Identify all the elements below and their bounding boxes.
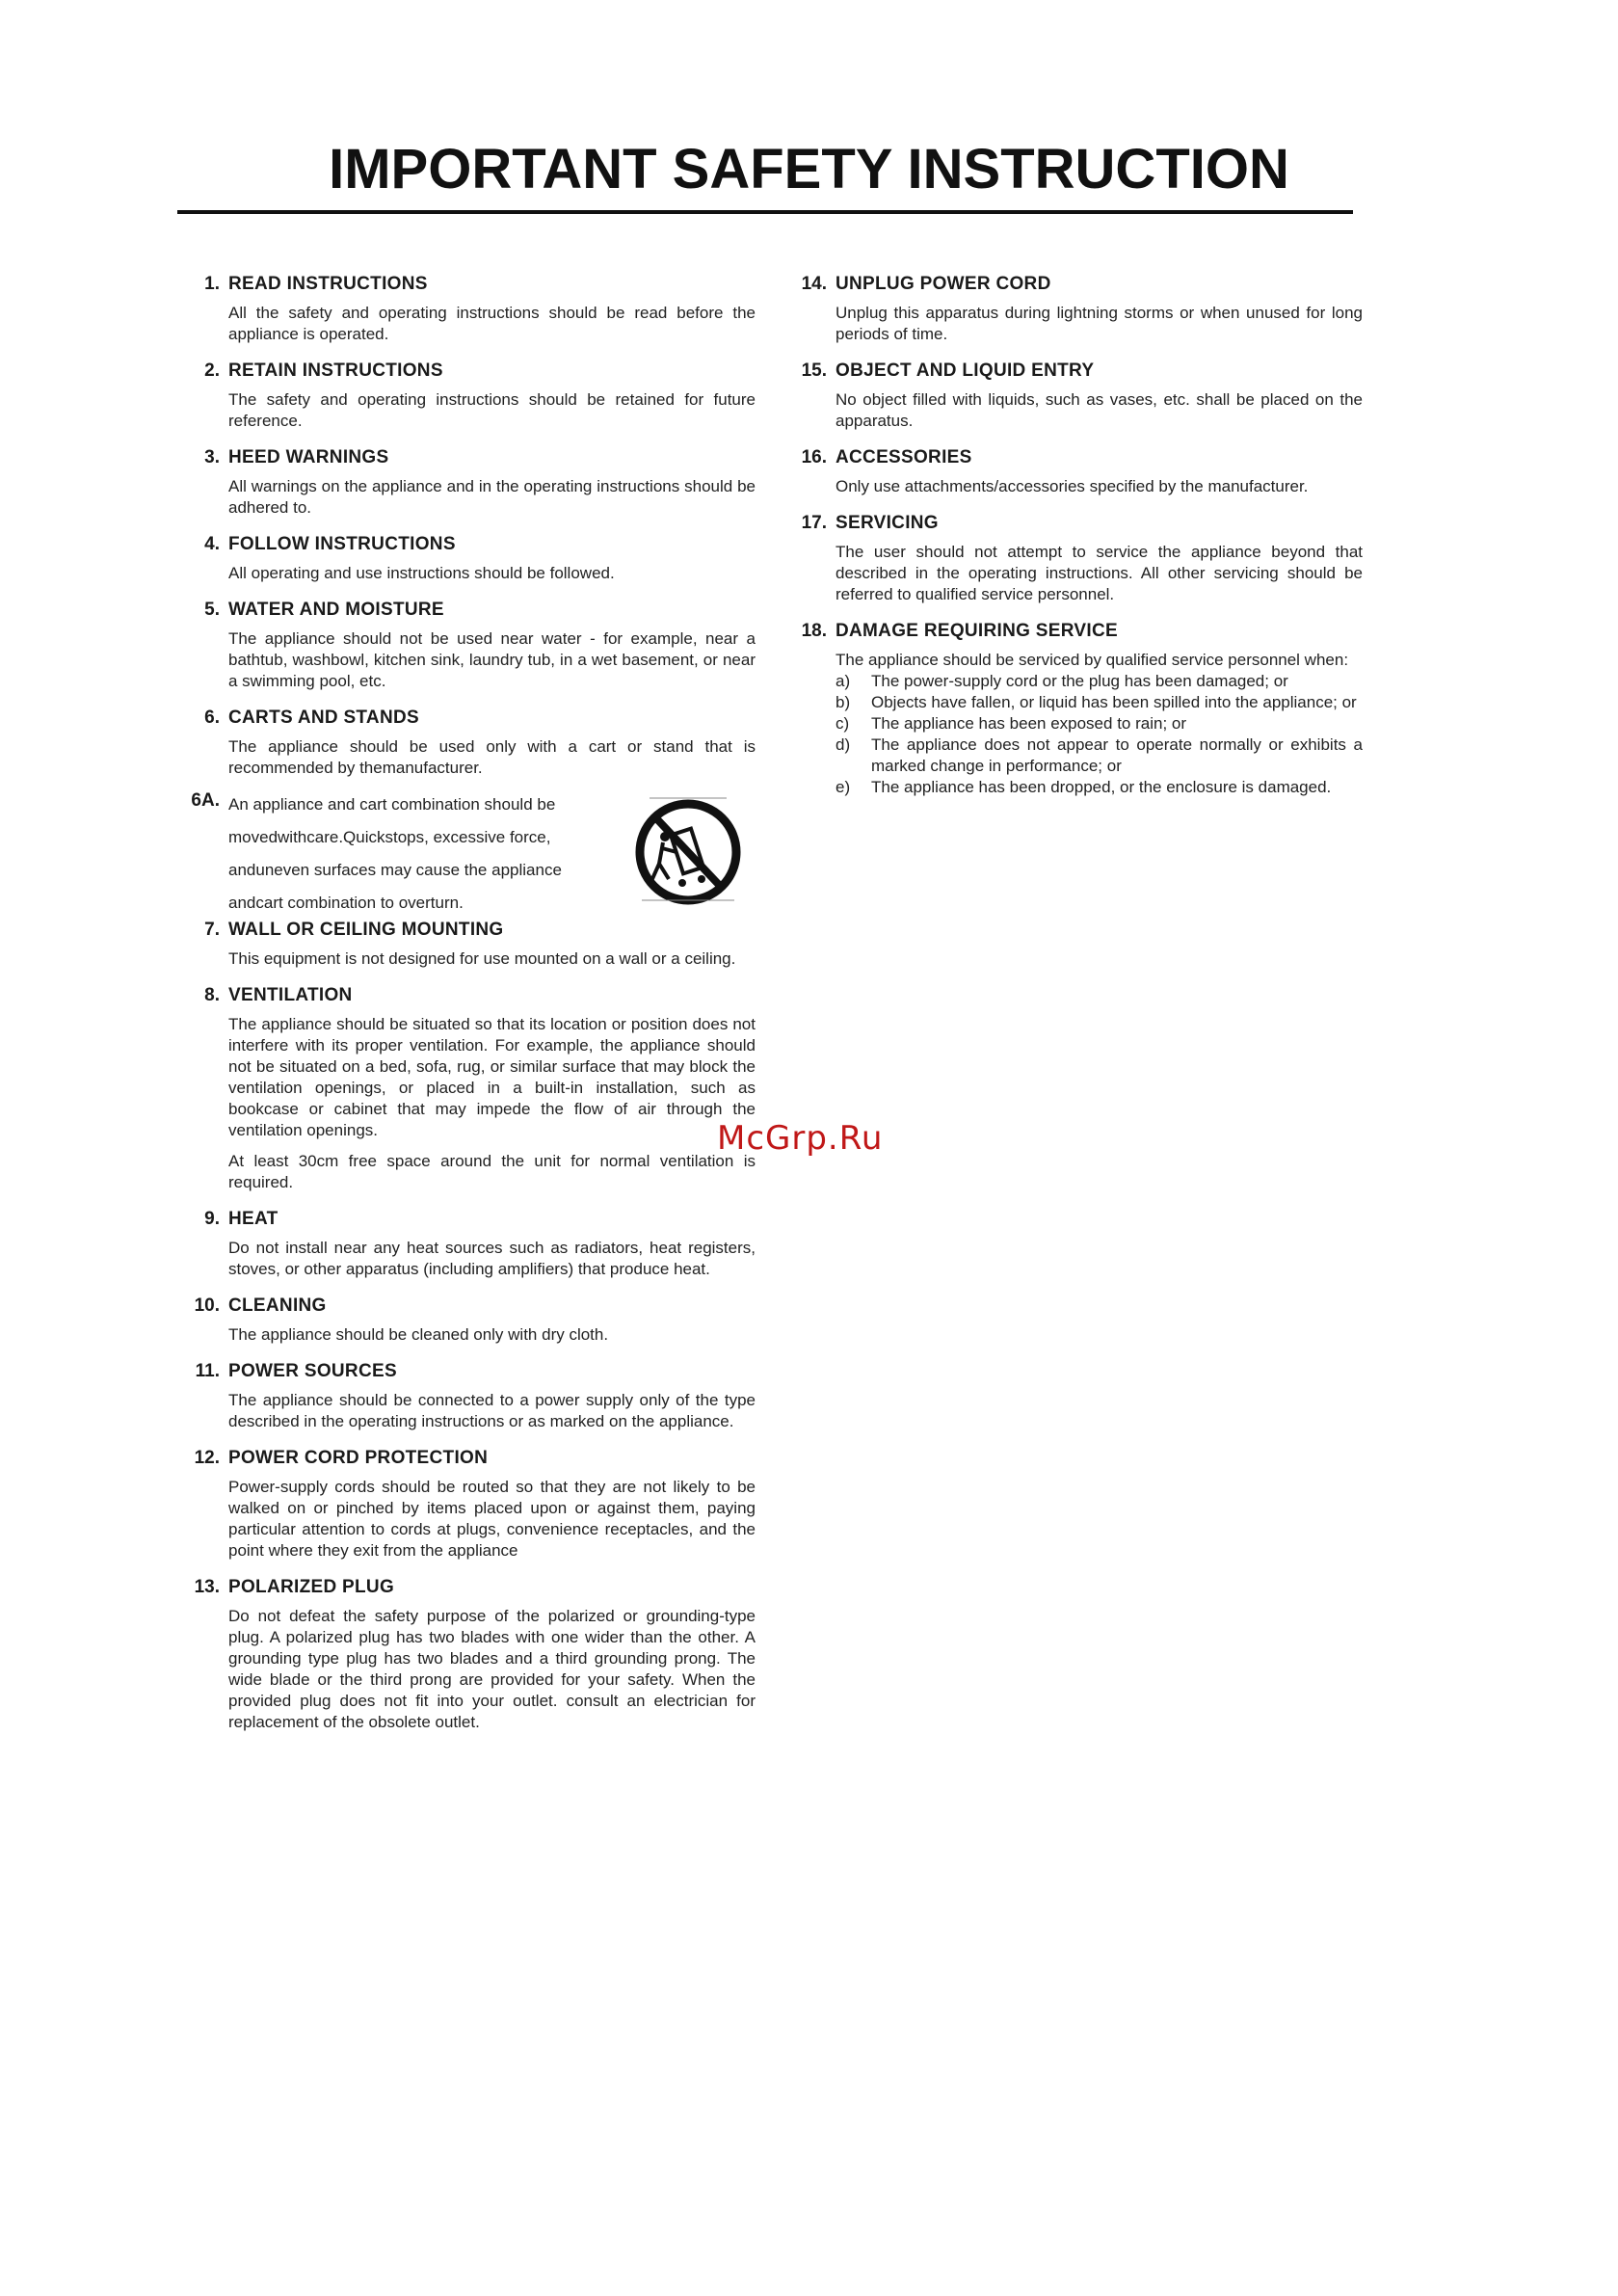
list-item [836,671,1363,692]
item-heading: POWER SOURCES [228,1361,397,1381]
item-number: 11. [195,1361,220,1381]
item-number: 16. [801,447,827,467]
body-line: andcart combination to overturn. [228,894,464,912]
list-letter: b) [836,693,851,711]
list-item [836,734,1363,777]
instruction-1 [185,272,756,345]
item-heading: UNPLUG POWER CORD [836,274,1051,294]
item-heading: POWER CORD PROTECTION [228,1448,489,1468]
item-heading: DAMAGE REQUIRING SERVICE [836,621,1118,641]
item-number: 12. [194,1448,220,1468]
list-text: The appliance has been dropped, or the enclosure is damaged. [871,778,1332,796]
item-number: 9. [204,1209,220,1229]
item-heading: FOLLOW INSTRUCTIONS [228,534,456,554]
instruction-18 [792,619,1363,798]
watermark: McGrp.Ru [717,1119,884,1158]
item-number: 3. [204,447,220,467]
item-body: Unplug this apparatus during lightning storms or when unused for long periods of time. [836,304,1363,343]
list-text: The appliance has been exposed to rain; or [871,714,1187,733]
item-heading: WALL OR CEILING MOUNTING [228,920,504,940]
item-number: 18. [801,621,827,641]
instruction-9 [185,1207,756,1280]
instruction-11 [185,1359,756,1432]
item-body [228,788,614,920]
list-letter: a) [836,672,851,690]
item-body: This equipment is not designed for use mounted on a wall or a ceiling. [228,949,736,968]
item-number: 2. [204,360,220,381]
list-letter: c) [836,714,850,733]
list-text: Objects have fallen, or liquid has been spilled into the appliance; or [871,693,1357,711]
instruction-17 [792,511,1363,605]
item-body: The appliance should be cleaned only with dry cloth. [228,1325,609,1344]
item-number: 4. [204,534,220,554]
item-heading: SERVICING [836,513,939,533]
body-line: anduneven surfaces may cause the appliance [228,861,562,879]
item-heading: WATER AND MOISTURE [228,600,444,620]
title-rule [177,210,1353,214]
instruction-16 [792,445,1363,497]
item-body: The appliance should be serviced by qualified service personnel when: [836,651,1349,669]
item-body: All the safety and operating instructions should be read before the appliance is operated. [228,304,756,343]
item-heading: POLARIZED PLUG [228,1577,395,1597]
item-body: The appliance should be situated so that its location or position does not interfere with its proper ventilation. For example, the appliance should not be situated on a bed, sofa, rug, or similar surface that may block the ventilation openings, or placed in a built-in installation, such as bookcase or cabinet that may impede the flow of air through the ventilation openings. [228,1015,756,1139]
instruction-5 [185,598,756,692]
item-body: Do not install near any heat sources such as radiators, heat registers, stoves, or other apparatus (including amplifiers) that produce heat. [228,1239,756,1278]
instruction-6a [185,788,756,912]
instruction-3 [185,445,756,519]
list-letter: e) [836,778,851,796]
item-number: 14. [801,274,827,294]
item-heading: OBJECT AND LIQUID ENTRY [836,360,1095,381]
item-number: 6A. [191,790,220,811]
item-body: The user should not attempt to service the appliance beyond that described in the operating instructions. All other servicing should be referred to qualified service personnel. [836,543,1363,603]
cart-tip-over-warning-icon [630,792,746,908]
item-body-secondary: At least 30cm free space around the unit for normal ventilation is required. [228,1152,756,1191]
item-heading: CARTS AND STANDS [228,707,419,728]
item-heading: HEED WARNINGS [228,447,389,467]
item-heading: CLEANING [228,1295,327,1316]
item-body: Power-supply cords should be routed so that they are not likely to be walked on or pinched by items placed upon or against them, paying particular attention to cords at plugs, convenience receptacles, and the point where they exit from the appliance [228,1478,756,1560]
item-number: 6. [204,707,220,728]
list-item [836,692,1363,713]
instruction-2 [185,359,756,432]
instruction-12 [185,1446,756,1562]
item-body: Do not defeat the safety purpose of the polarized or grounding-type plug. A polarized plug has two blades with one wider than the other. A grounding type plug has two blades and a third grounding prong. The wide blade or the third prong are provided for your safety. When the provided plug does not fit into your outlet. consult an electrician for replacement of the obsolete outlet. [228,1607,756,1731]
item-body: The appliance should not be used near water - for example, near a bathtub, washbowl, kitchen sink, laundry tub, in a wet basement, or near a swimming pool, etc. [228,629,756,690]
body-line: An appliance and cart combination should be [228,795,556,814]
item-number: 15. [801,360,827,381]
item-body: The safety and operating instructions should be retained for future reference. [228,390,756,430]
item-number: 17. [801,513,827,533]
instruction-6 [185,706,756,779]
item-body: All operating and use instructions should be followed. [228,564,615,582]
instruction-15 [792,359,1363,432]
item-number: 8. [204,985,220,1005]
item-heading: HEAT [228,1209,279,1229]
item-body: The appliance should be connected to a power supply only of the type described in the operating instructions or as marked on the appliance. [228,1391,756,1430]
item-body: The appliance should be used only with a cart or stand that is recommended by themanufacturer. [228,737,756,777]
item-body: No object filled with liquids, such as vases, etc. shall be placed on the apparatus. [836,390,1363,430]
item-number: 5. [204,600,220,620]
list-item [836,777,1363,798]
list-item [836,713,1363,734]
item-number: 7. [204,920,220,940]
instruction-4 [185,532,756,584]
item-number: 13. [194,1577,220,1597]
instruction-7 [185,918,756,970]
page-title: IMPORTANT SAFETY INSTRUCTION [329,138,1289,200]
item-number: 10. [194,1295,220,1316]
list-text: The power-supply cord or the plug has been damaged; or [871,672,1288,690]
list-letter: d) [836,735,851,754]
item-body: Only use attachments/accessories specified by the manufacturer. [836,477,1309,495]
instruction-14 [792,272,1363,345]
damage-conditions-list [836,671,1363,798]
item-heading: RETAIN INSTRUCTIONS [228,360,443,381]
instruction-13 [185,1575,756,1733]
item-heading: READ INSTRUCTIONS [228,274,428,294]
item-heading: VENTILATION [228,985,353,1005]
item-heading: ACCESSORIES [836,447,972,467]
instruction-10 [185,1294,756,1346]
left-column [185,272,756,1747]
list-text: The appliance does not appear to operate normally or exhibits a marked change in performance; or [871,735,1363,775]
right-column [792,272,1363,812]
body-line: movedwithcare.Quickstops, excessive force, [228,828,551,846]
item-number: 1. [204,274,220,294]
instruction-8 [185,983,756,1193]
item-body: All warnings on the appliance and in the operating instructions should be adhered to. [228,477,756,517]
